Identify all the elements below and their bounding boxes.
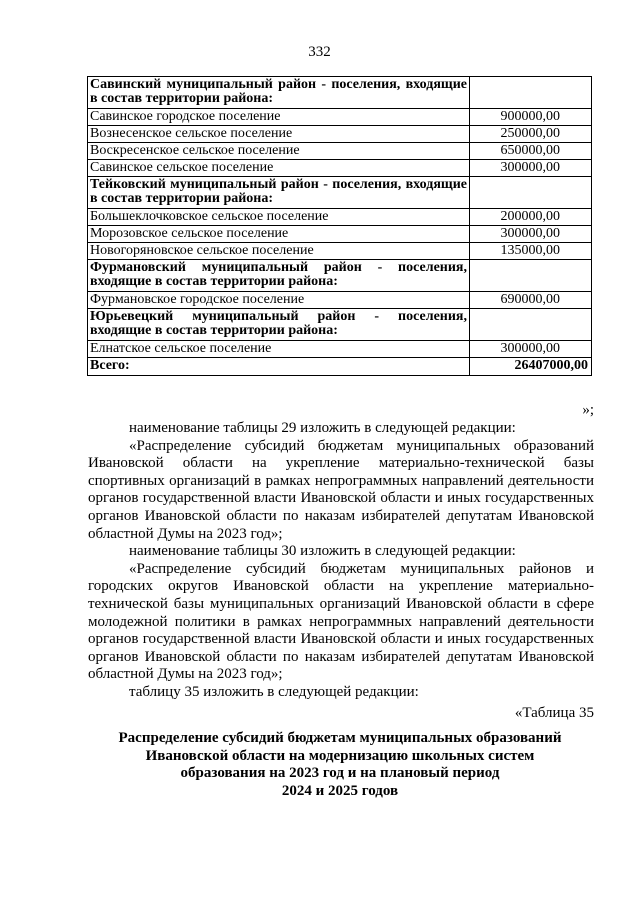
table-cell-name: Тейковский муниципальный район - поселения, входящие в состав территории района: — [88, 177, 470, 209]
table-row — [88, 209, 592, 226]
table-row — [88, 341, 592, 358]
table-cell-amount: 650000,00 — [470, 143, 592, 160]
heading-line: Распределение субсидий бюджетам муниципальных образований — [118, 730, 562, 746]
table-group-header-row — [88, 260, 592, 292]
heading-line: Ивановской области на модернизацию школьных систем — [145, 747, 535, 764]
table-cell-name: Елнатское сельское поселение — [88, 341, 470, 358]
heading-line: образования на 2023 год и на плановый период — [180, 765, 500, 781]
table-row — [88, 160, 592, 177]
table-cell-amount: 135000,00 — [470, 243, 592, 260]
table-row — [88, 243, 592, 260]
table-cell-name: Новогоряновское сельское поселение — [88, 243, 470, 260]
table-cell-amount: 300000,00 — [470, 226, 592, 243]
table-cell-amount — [470, 260, 592, 292]
table-cell-name: Савинское сельское поселение — [88, 160, 470, 177]
table-cell-amount — [470, 309, 592, 341]
paragraph-table-30-title: «Распределение субсидий бюджетам муниципальных районов и городских округов Ивановской области на укрепление материально-технической базы муниципальных организаций Ивановской области в сфере молодежной политики в рамках непрограммных направлений деятельности органов государственной власти Ивановской области и иных государственных органов Ивановской области по наказам избирателей депутатам Ивановской областной Думы на 2023 год»; — [88, 560, 594, 683]
body-text — [88, 420, 594, 722]
table-cell-amount: 26407000,00 — [470, 358, 592, 376]
table-cell-amount — [470, 77, 592, 109]
table-group-header-row — [88, 177, 592, 209]
table-cell-amount: 250000,00 — [470, 126, 592, 143]
paragraph-table-35-intro: таблицу 35 изложить в следующей редакции: — [129, 683, 419, 700]
table-cell-name: Савинский муниципальный район - поселения, входящие в состав территории района: — [88, 77, 470, 109]
heading-line: 2024 и 2025 годов — [281, 782, 399, 799]
table-row — [88, 109, 592, 126]
closing-quote: »; — [582, 402, 594, 418]
table-35-heading — [100, 730, 580, 800]
table-cell-name: Морозовское сельское поселение — [88, 226, 470, 243]
table-row — [88, 226, 592, 243]
table-cell-name: Юрьевецкий муниципальный район - поселения, входящие в состав территории района: — [88, 309, 470, 341]
table-cell-name: Воскресенское сельское поселение — [88, 143, 470, 160]
table-caption: «Таблица 35 — [514, 704, 594, 721]
table-group-header-row — [88, 309, 592, 341]
table-group-header-row — [88, 77, 592, 109]
paragraph-table-29-intro: наименование таблицы 29 изложить в следующей редакции: — [129, 420, 516, 436]
subsidy-table-body — [88, 77, 592, 376]
table-cell-name: Фурмановское городское поселение — [88, 292, 470, 309]
paragraph-table-30-intro: наименование таблицы 30 изложить в следующей редакции: — [129, 543, 516, 560]
table-total-row — [88, 358, 592, 376]
table-cell-name: Фурмановский муниципальный район - поселения, входящие в состав территории района: — [88, 260, 470, 292]
table-cell-name: Большеклочковское сельское поселение — [88, 209, 470, 226]
table-cell-amount: 690000,00 — [470, 292, 592, 309]
table-row — [88, 292, 592, 309]
subsidy-table — [87, 76, 592, 376]
table-cell-amount — [470, 177, 592, 209]
table-cell-amount: 300000,00 — [470, 341, 592, 358]
table-row — [88, 126, 592, 143]
table-row — [88, 143, 592, 160]
table-cell-amount: 200000,00 — [470, 209, 592, 226]
paragraph-table-29-title: «Распределение субсидий бюджетам муниципальных образований Ивановской области на укрепление материально-технической базы спортивных организаций в рамках непрограммных направлений деятельности органов государственной власти Ивановской области и иных государственных органов Ивановской области по наказам избирателей депутатам Ивановской областной Думы на 2023 год»; — [88, 437, 594, 542]
table-cell-amount: 900000,00 — [470, 109, 592, 126]
table-cell-name: Савинское городское поселение — [88, 109, 470, 126]
table-cell-name: Вознесенское сельское поселение — [88, 126, 470, 143]
page-number: 332 — [308, 44, 331, 60]
table-cell-name: Всего: — [88, 358, 470, 376]
table-cell-amount: 300000,00 — [470, 160, 592, 177]
